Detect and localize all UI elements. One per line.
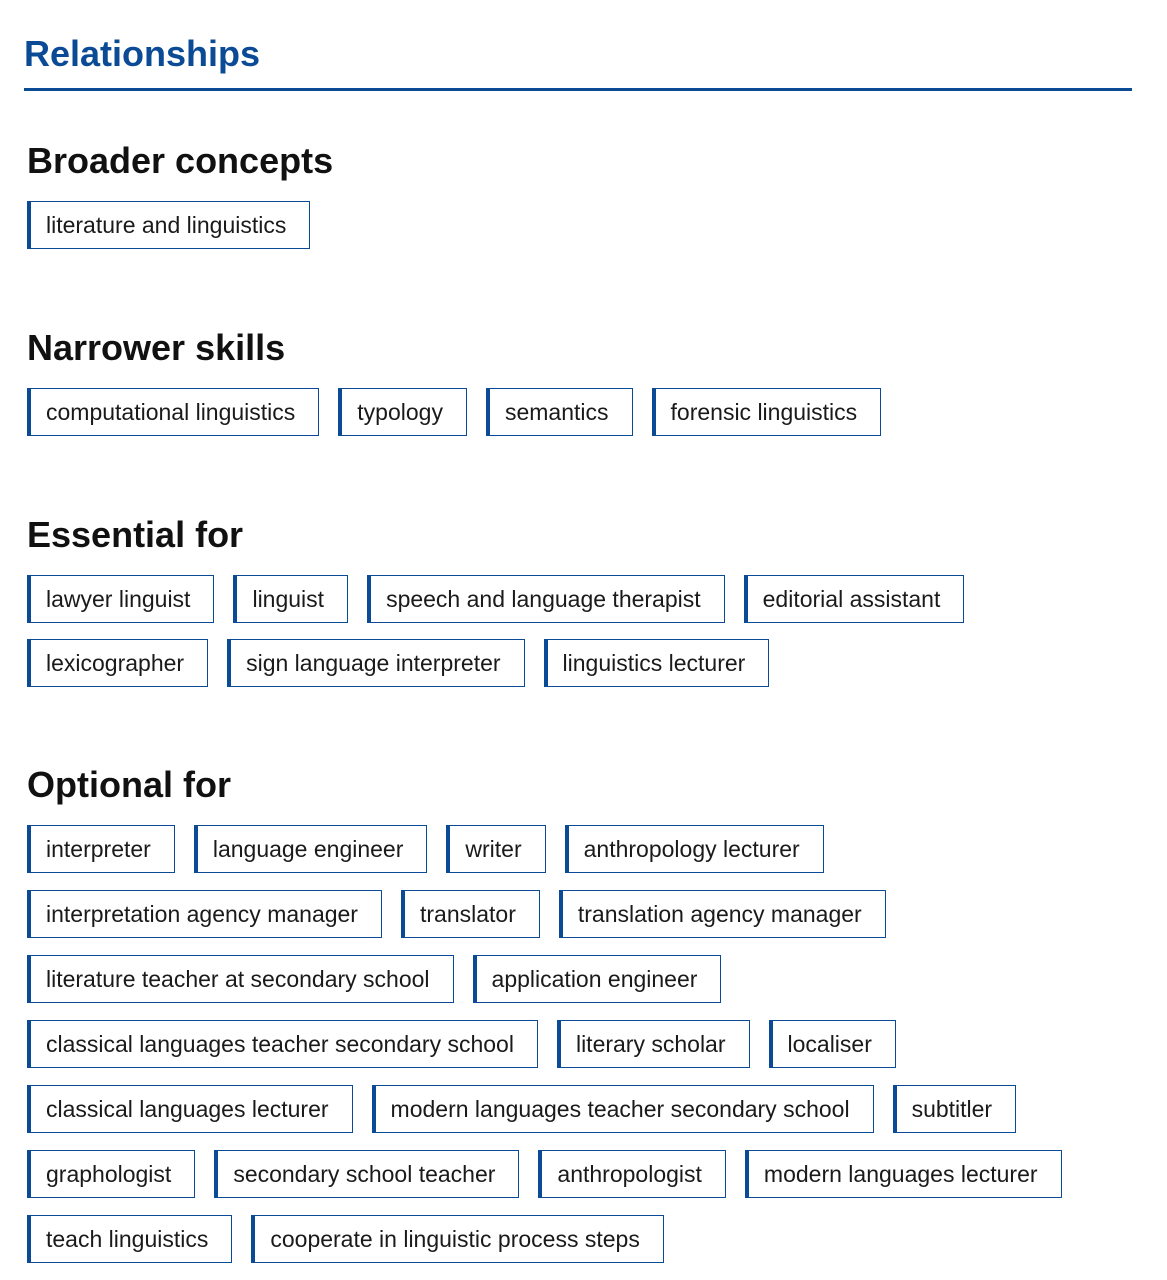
tag-link[interactable]: translation agency manager xyxy=(559,890,886,938)
tag-link[interactable]: teach linguistics xyxy=(27,1215,232,1263)
essential-for-section xyxy=(24,514,1132,703)
tag-link[interactable]: anthropology lecturer xyxy=(565,825,824,873)
tag-link[interactable]: secondary school teacher xyxy=(214,1150,519,1198)
tag-link[interactable]: literary scholar xyxy=(557,1020,750,1068)
section-heading: Essential for xyxy=(27,514,244,555)
tag-link[interactable]: application engineer xyxy=(473,955,722,1003)
tag-list xyxy=(27,201,1132,266)
tag-link[interactable]: literature and linguistics xyxy=(27,201,310,249)
tag-link[interactable]: modern languages teacher secondary school xyxy=(372,1085,874,1133)
tag-link[interactable]: modern languages lecturer xyxy=(745,1150,1062,1198)
tag-link[interactable]: graphologist xyxy=(27,1150,195,1198)
tag-link[interactable]: forensic linguistics xyxy=(652,388,882,436)
tag-link[interactable]: classical languages lecturer xyxy=(27,1085,353,1133)
section-heading: Broader concepts xyxy=(27,140,334,181)
page-title: Relationships xyxy=(24,33,261,74)
tag-list xyxy=(27,575,1132,703)
tag-list xyxy=(27,825,1132,1280)
section-heading: Narrower skills xyxy=(27,327,286,368)
tag-link[interactable]: computational linguistics xyxy=(27,388,319,436)
section-heading: Optional for xyxy=(27,764,231,805)
narrower-skills-section xyxy=(24,327,1132,453)
tag-link[interactable]: lexicographer xyxy=(27,639,208,687)
tag-link[interactable]: editorial assistant xyxy=(744,575,965,623)
tag-link[interactable]: subtitler xyxy=(893,1085,1017,1133)
tag-link[interactable]: sign language interpreter xyxy=(227,639,524,687)
tag-link[interactable]: speech and language therapist xyxy=(367,575,725,623)
tag-list xyxy=(27,388,1132,453)
tag-link[interactable]: language engineer xyxy=(194,825,428,873)
tag-link[interactable]: translator xyxy=(401,890,540,938)
tag-link[interactable]: writer xyxy=(446,825,545,873)
tag-link[interactable]: linguist xyxy=(233,575,348,623)
tag-link[interactable]: anthropologist xyxy=(538,1150,726,1198)
broader-concepts-section xyxy=(24,140,1132,266)
tag-link[interactable]: interpretation agency manager xyxy=(27,890,382,938)
optional-for-section xyxy=(24,764,1132,1280)
tag-link[interactable]: literature teacher at secondary school xyxy=(27,955,454,1003)
tag-link[interactable]: classical languages teacher secondary school xyxy=(27,1020,538,1068)
title-divider xyxy=(24,88,1132,91)
tag-link[interactable]: localiser xyxy=(769,1020,896,1068)
tag-link[interactable]: typology xyxy=(338,388,467,436)
tag-link[interactable]: interpreter xyxy=(27,825,175,873)
tag-link[interactable]: lawyer linguist xyxy=(27,575,214,623)
tag-link[interactable]: cooperate in linguistic process steps xyxy=(251,1215,663,1263)
tag-link[interactable]: semantics xyxy=(486,388,633,436)
tag-link[interactable]: linguistics lecturer xyxy=(544,639,770,687)
